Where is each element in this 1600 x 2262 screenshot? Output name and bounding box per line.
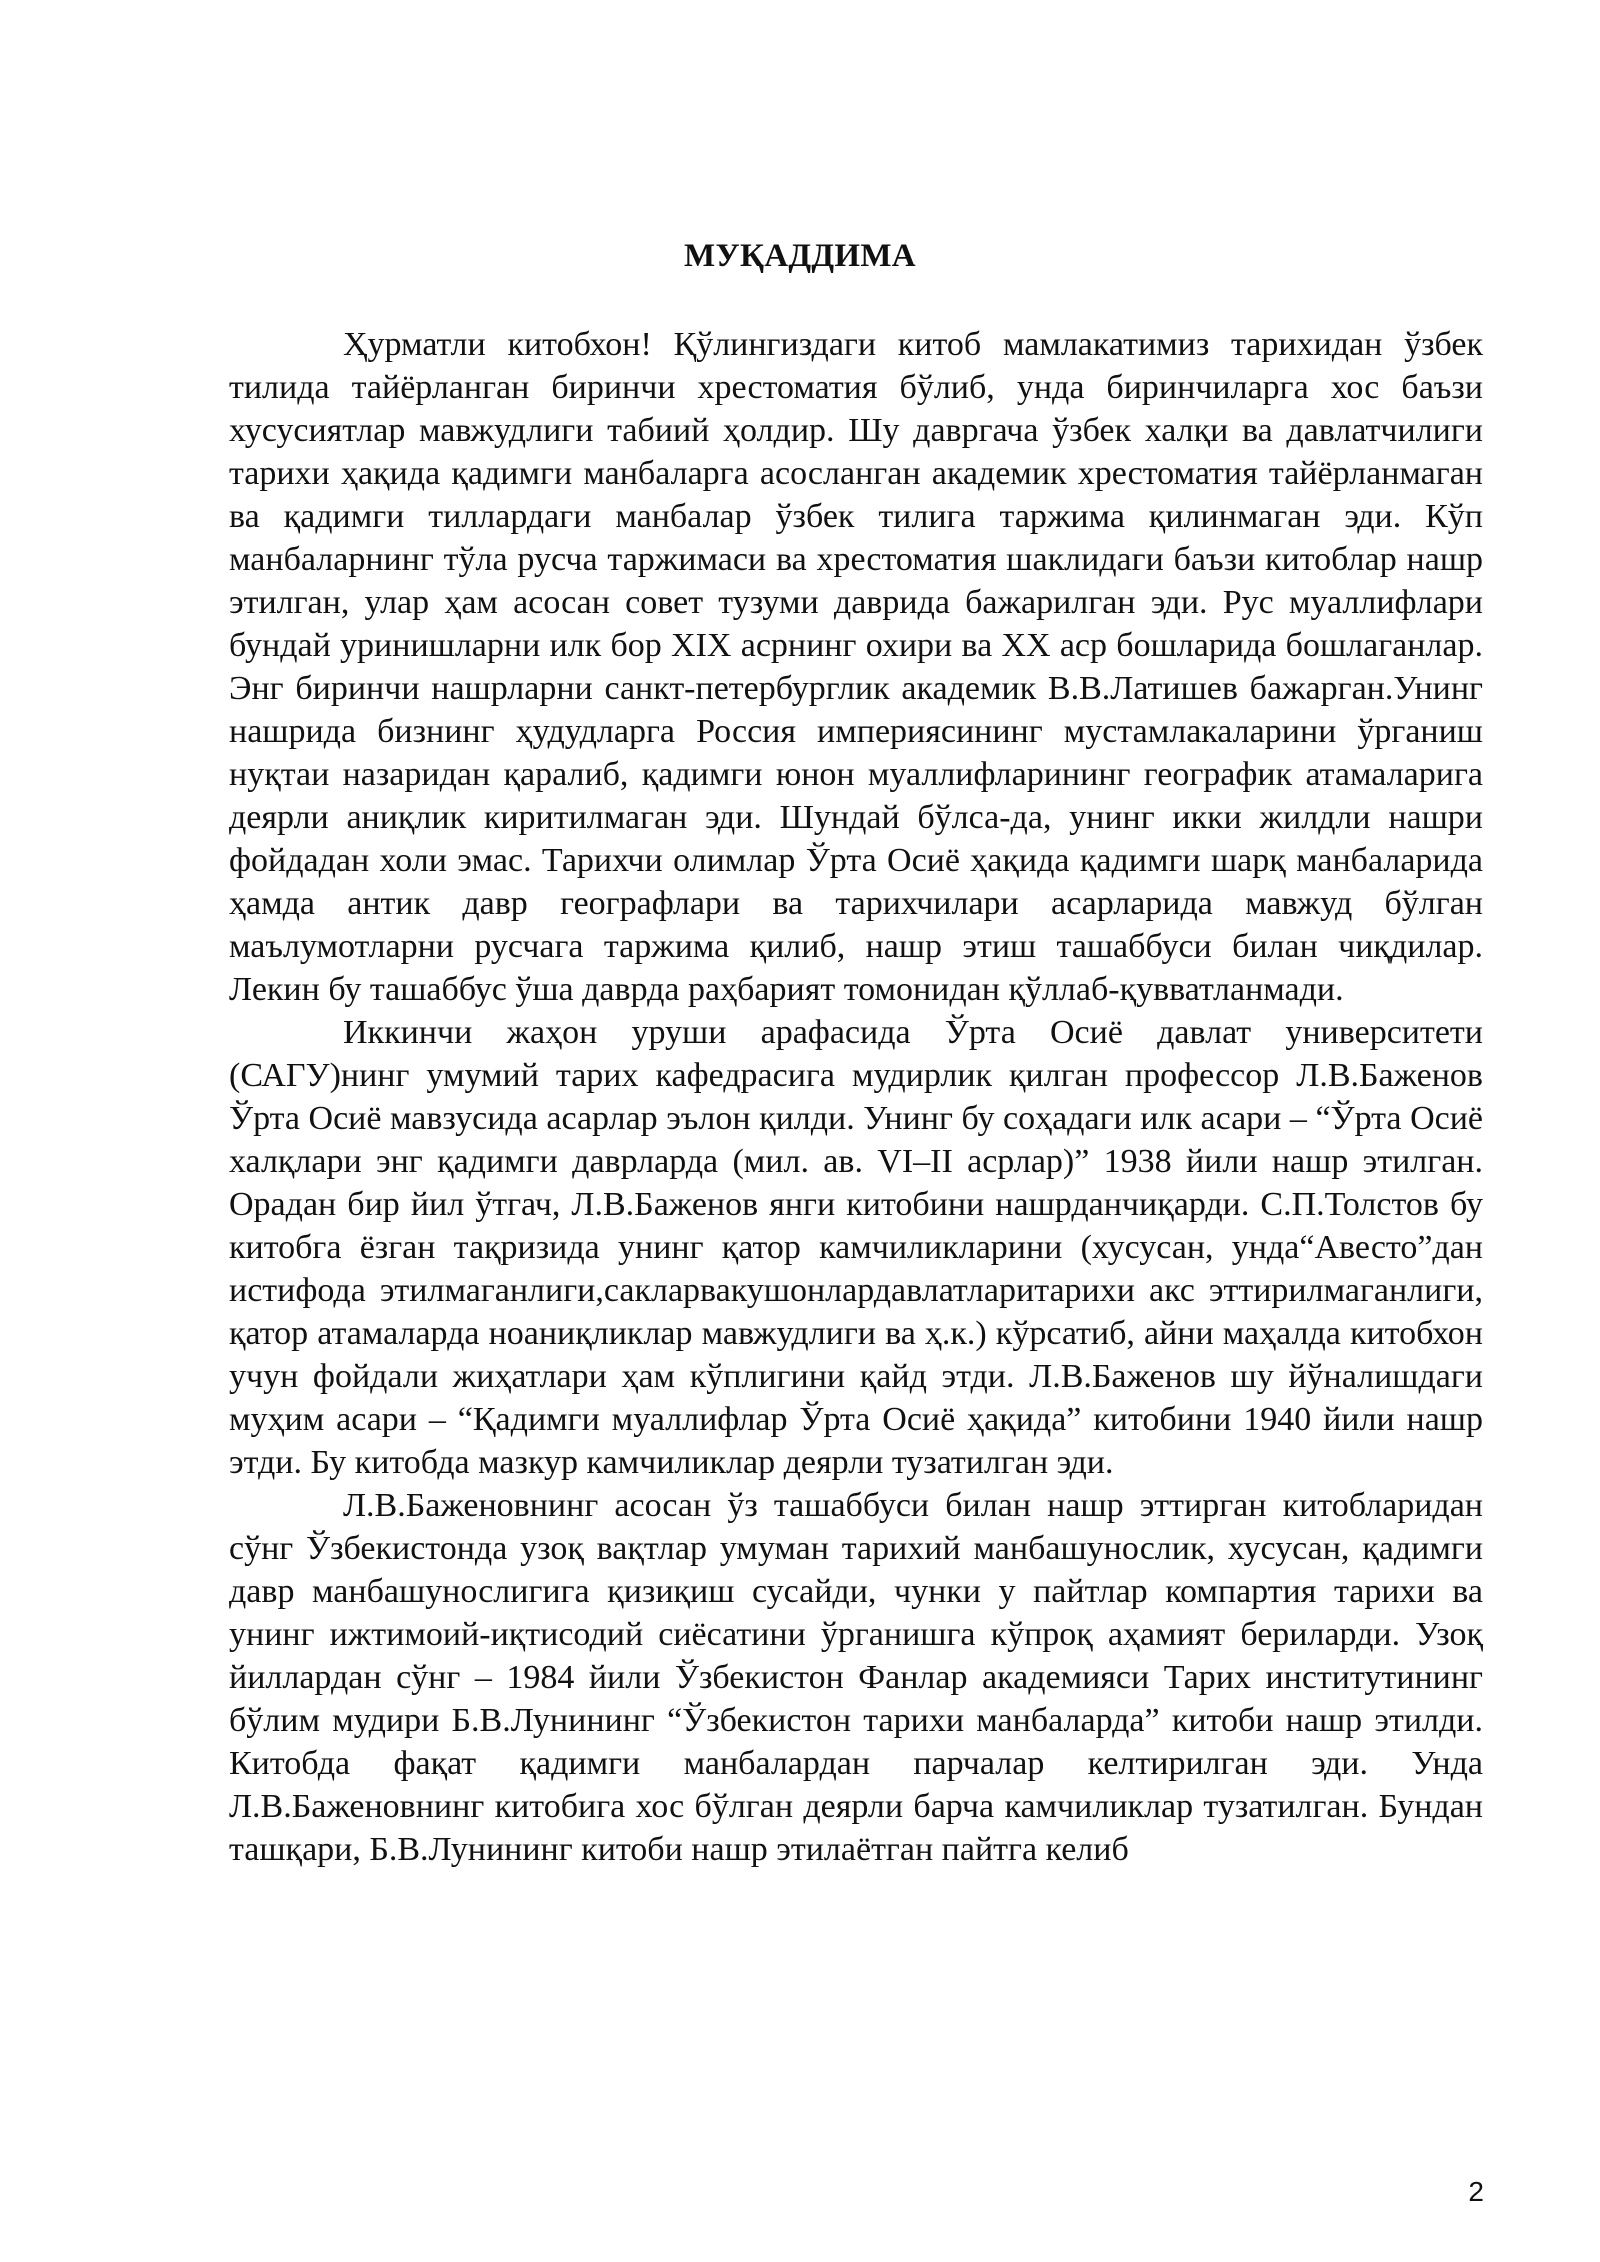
paragraph-1: Ҳурматли китобхон! Қўлингиздаги китоб мамлакатимиз тарихидан ўзбек тилида тайёрланган биринчи хрестоматия бўлиб, унда биринчиларга хос баъзи хусусиятлар мавжудлиги табиий ҳолдир. Шу давргача ўзбек халқи ва давлатчилиги тарихи ҳақида қадимги манбаларга асосланган академик хрестоматия тайёрланмаган ва қадимги тиллардаги манбалар ўзбек тилига таржима қилинмаган эди. Кўп манбаларнинг тўла русча таржимаси ва хрестоматия шаклидаги баъзи китоблар нашр этилган, улар ҳам асосан совет тузуми даврида бажарилган эди. Рус муаллифлари бундай уринишларни илк бор XIX асрнинг охири ва XX аср бошларида бошлаганлар. Энг биринчи нашрларни санкт-петербурглик академик В.В.Латишев бажарган.Унинг нашрида бизнинг ҳудудларга Россия империясининг мустамлакаларини ўрганиш нуқтаи назаридан қаралиб, қадимги юнон муаллифларининг географик атамаларига деярли аниқлик киритилмаган эди. Шундай бўлса-да, унинг икки жилдли нашри фойдадан холи эмас. Тарихчи олимлар Ўрта Осиё ҳақида қадимги шарқ манбаларида ҳамда антик давр географлари ва тарихчилари асарларида мавжуд бўлган маълумотларни русчага таржима қилиб, нашр этиш ташаббуси билан чиқдилар. Лекин бу ташаббус ўша даврда раҳбарият томонидан қўллаб-қувватланмади.: [229, 326, 1483, 1008]
paragraph-2: Иккинчи жаҳон уруши арафасида Ўрта Осиё давлат университети (САГУ)нинг умумий тарих кафедрасига мудирлик қилган профессор Л.В.Баженов Ўрта Осиё мавзусида асарлар эълон қилди. Унинг бу соҳадаги илк асари – “Ўрта Осиё халқлари энг қадимги даврларда (мил. ав. VI–II асрлар)” 1938 йили нашр этилган. Орадан бир йил ўтгач, Л.В.Баженов янги китобини нашрданчиқарди. С.П.Толстов бу китобга ёзган тақризида унинг қатор камчиликларини (хусусан, унда“Авесто”дан истифода этилмаганлиги,сакларвакушонлардавлатларитарихи акс эттирилмаганлиги, қатор атамаларда ноаниқликлар мавжудлиги ва ҳ.к.) кўрсатиб, айни маҳалда китобхон учун фойдали жиҳатлари ҳам кўплигини қайд этди. Л.В.Баженов шу йўналишдаги муҳим асари – “Қадимги муаллифлар Ўрта Осиё ҳақида” китобини 1940 йили нашр этди. Бу китобда мазкур камчиликлар деярли тузатилган эди.: [229, 1014, 1483, 1481]
document-body: [229, 323, 1483, 1871]
page-number: 2: [1468, 2176, 1484, 2207]
paragraph-3: Л.В.Баженовнинг асосан ўз ташаббуси билан нашр эттирган китобларидан сўнг Ўзбекистонда узоқ вақтлар умуман тарихий манбашунослик, хусусан, қадимги давр манбашунослигига қизиқиш сусайди, чунки у пайтлар компартия тарихи ва унинг ижтимоий-иқтисодий сиёсатини ўрганишга кўпроқ аҳамият бериларди. Узоқ йиллардан сўнг – 1984 йили Ўзбекистон Фанлар академияси Тарих институтининг бўлим мудири Б.В.Лунининг “Ўзбекистон тарихи манбаларда” китоби нашр этилди. Китобда фақат қадимги манбалардан парчалар келтирилган эди. Унда Л.В.Баженовнинг китобига хос бўлган деярли барча камчиликлар тузатилган. Бундан ташқари, Б.В.Лунининг китоби нашр этилаётган пайтга келиб: [229, 1487, 1483, 1868]
page-title: МУҚАДДИМА: [684, 238, 916, 274]
